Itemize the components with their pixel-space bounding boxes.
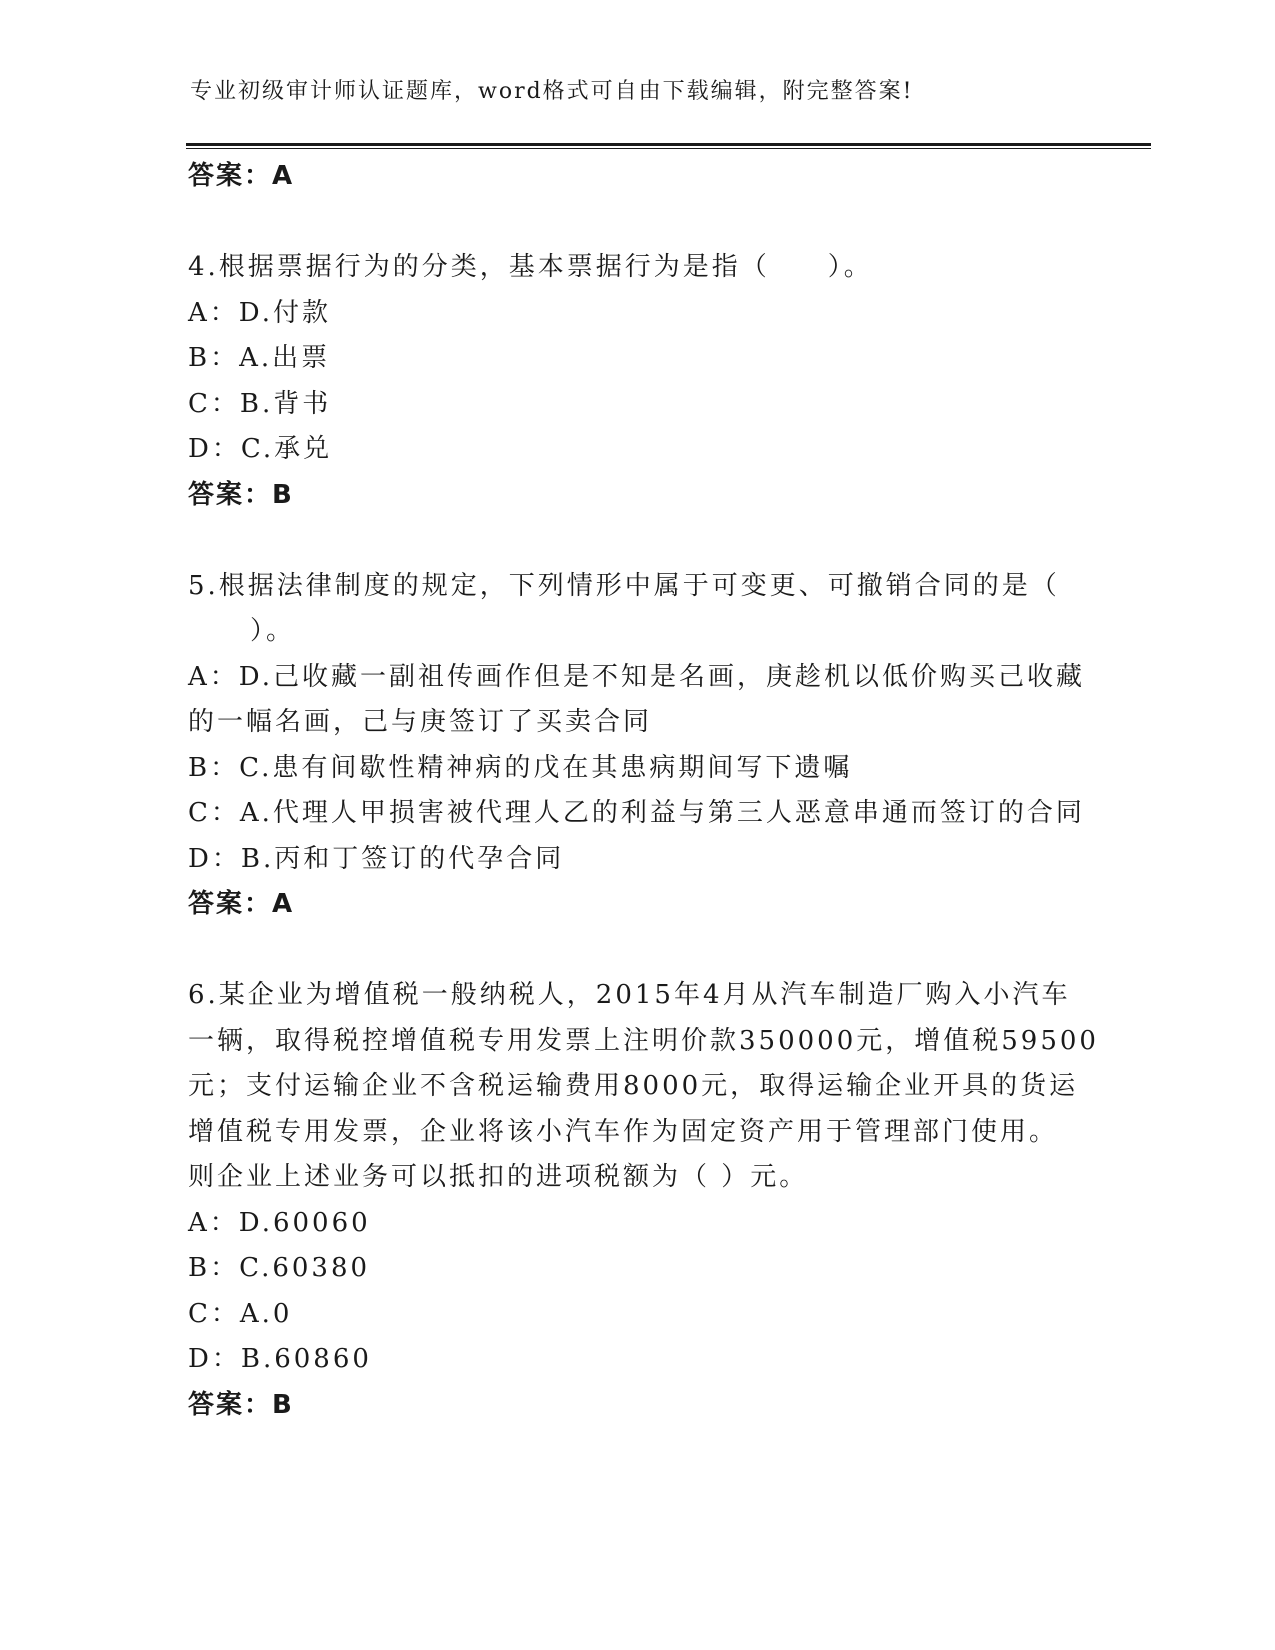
question-text: 6.某企业为增值税一般纳税人，2015年4月从汽车制造厂购入小汽车 — [188, 980, 1071, 1010]
answer-label: 答案： — [188, 161, 273, 191]
option-c: C：B.背书 — [188, 388, 332, 419]
question-text-continued: 元；支付运输企业不含税运输费用8000元，取得运输企业开具的货运 — [188, 1071, 1079, 1101]
question-text-continued: 则企业上述业务可以抵扣的进项税额为（ ）元。 — [188, 1162, 809, 1192]
option-a-continued: 的一幅名画，己与庚签订了买卖合同 — [188, 707, 653, 737]
answer-line — [188, 1383, 1088, 1429]
answer-label: 答案： — [188, 889, 273, 919]
answer-line — [188, 473, 1088, 519]
answer-label: 答案： — [188, 1389, 273, 1420]
option-a: A：D.己收藏一副祖传画作但是不知是名画，庚趁机以低价购买己收藏 — [188, 661, 1085, 692]
question-6 — [188, 973, 1099, 1428]
question-text: 4.根据票据行为的分类，基本票据行为是指（ ）。 — [188, 252, 873, 282]
option-c: C：A.0 — [188, 1298, 293, 1329]
option-b: B：C.60380 — [188, 1253, 371, 1283]
option-d: D：B.丙和丁签订的代孕合同 — [188, 843, 565, 874]
header-rule — [186, 143, 1151, 146]
option-d: D：C.承兑 — [188, 434, 333, 464]
option-a: A：D.60060 — [188, 1207, 371, 1238]
option-a: A：D.付款 — [188, 297, 331, 328]
answer-line — [188, 154, 1088, 200]
answer-value: A — [272, 161, 295, 191]
answer-value: B — [272, 1389, 294, 1420]
question-content — [188, 154, 1099, 1428]
question-text: 5.根据法律制度的规定，下列情形中属于可变更、可撤销合同的是（ — [188, 570, 1060, 601]
answer-value: B — [272, 479, 294, 510]
answer-value: A — [272, 889, 295, 919]
question-4 — [188, 245, 1088, 518]
option-b: B：C.患有间歇性精神病的戊在其患病期间写下遗嘱 — [188, 752, 853, 783]
question-text-continued: 增值税专用发票，企业将该小汽车作为固定资产用于管理部门使用。 — [188, 1116, 1059, 1147]
answer-line — [188, 882, 1088, 928]
option-b: B：A.出票 — [188, 343, 331, 373]
question-text-continued: 一辆，取得税控增值税专用发票上注明价款350000元，增值税59500 — [188, 1025, 1099, 1056]
answer-label: 答案： — [188, 479, 273, 510]
question-5 — [188, 564, 1088, 928]
page-header: 专业初级审计师认证题库，word格式可自由下载编辑，附完整答案! — [190, 79, 914, 104]
option-c: C：A.代理人甲损害被代理人乙的利益与第三人恶意串通而签订的合同 — [188, 798, 1085, 828]
question-text-continued: ）。 — [250, 616, 296, 646]
option-d: D：B.60860 — [188, 1344, 372, 1374]
